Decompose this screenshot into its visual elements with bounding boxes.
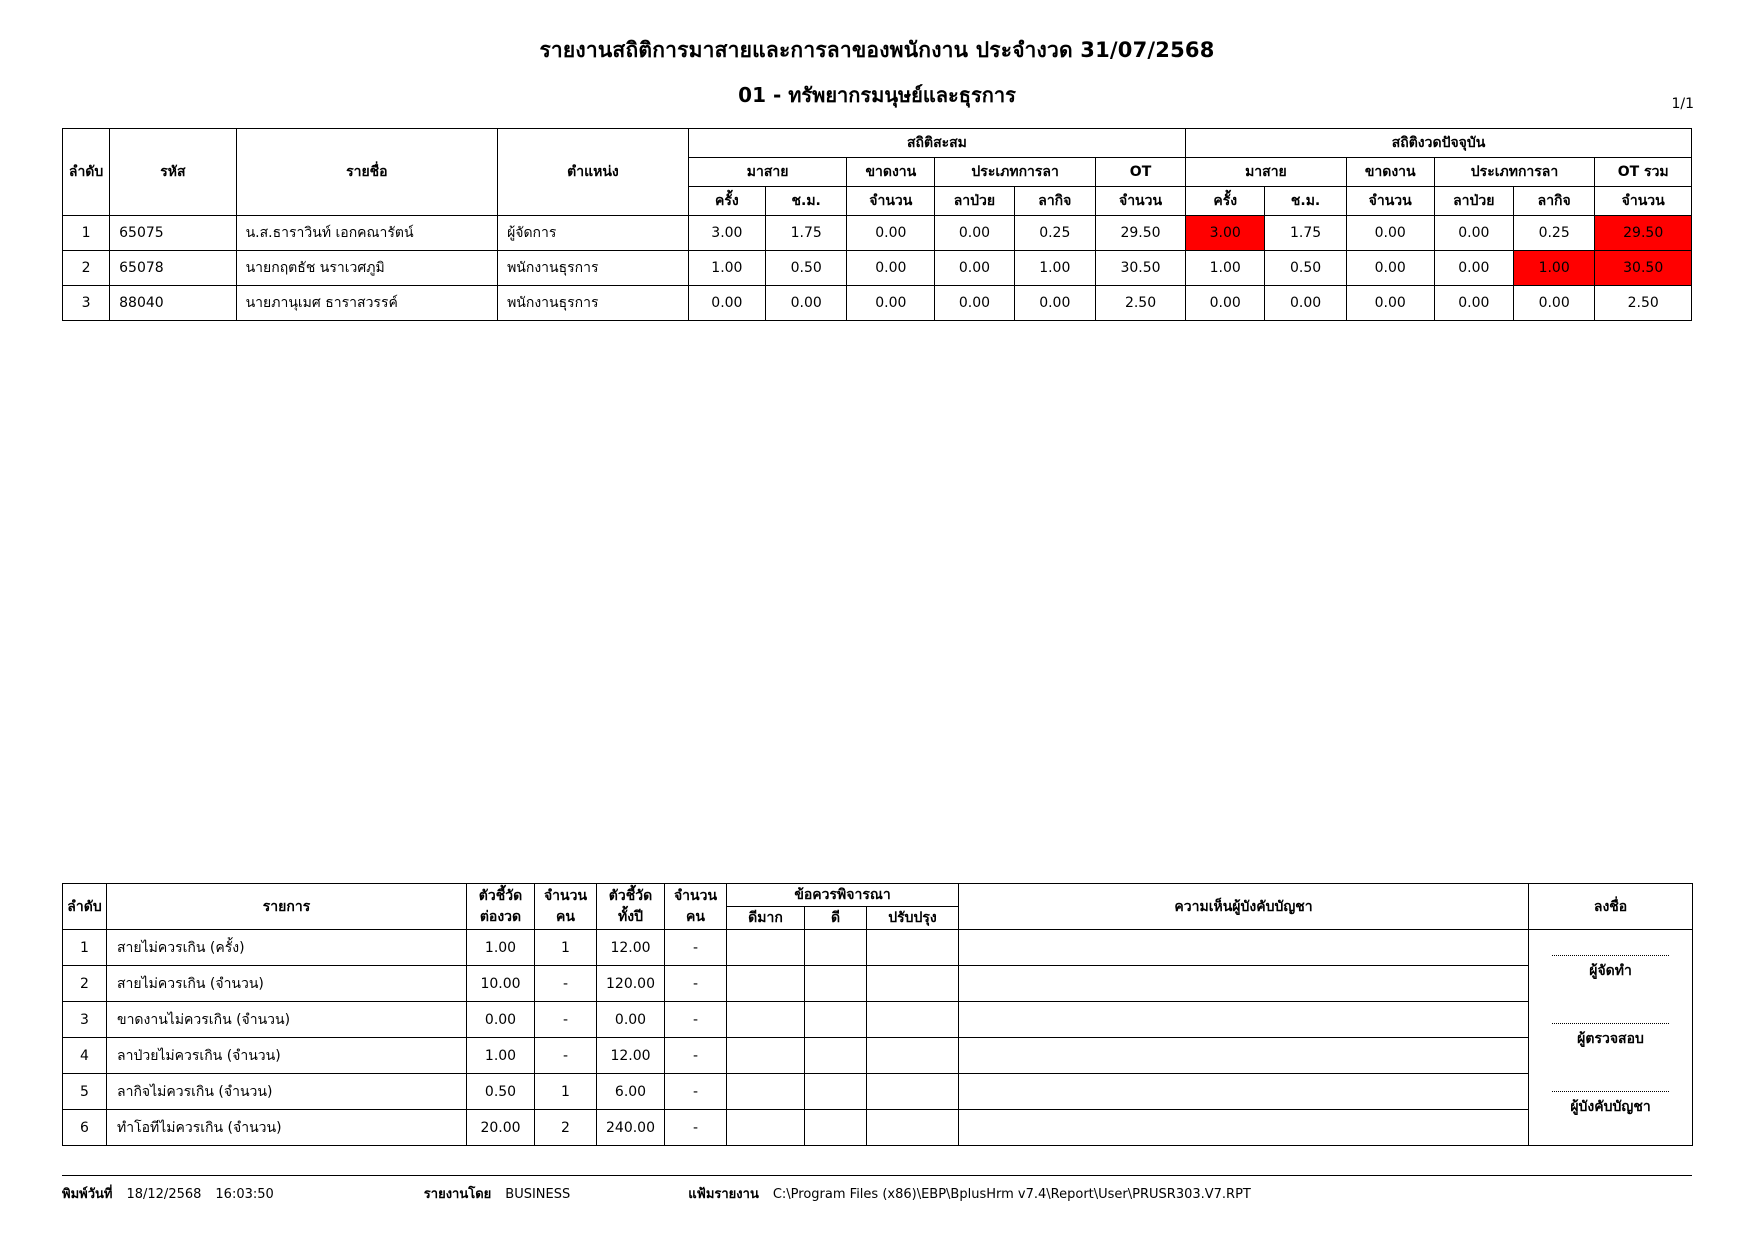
employee-table-body: [63, 216, 1692, 321]
cell-sum-item: ลาป่วยไม่ควรเกิน (จำนวน): [107, 1038, 467, 1074]
cell-kpi-year: 240.00: [597, 1110, 665, 1146]
table-header-row: [63, 129, 1692, 158]
th-kpi-period-l1: ตัวชี้วัด: [478, 888, 523, 905]
cell-acc-personal: 0.00: [1014, 286, 1095, 321]
reported-by-info: [424, 1183, 570, 1204]
cell-count2: -: [665, 1002, 727, 1038]
cell-count: -: [535, 1002, 597, 1038]
table-row: [63, 216, 1692, 251]
cell-kpi-period: 10.00: [467, 966, 535, 1002]
cell-kpi-year: 12.00: [597, 930, 665, 966]
cell-count2: -: [665, 1038, 727, 1074]
cell-good: [805, 930, 867, 966]
table-row: [63, 1074, 1693, 1110]
cell-sum-item: ลากิจไม่ควรเกิน (จำนวน): [107, 1074, 467, 1110]
cell-sum-item: ทำโอทีไม่ควรเกิน (จำนวน): [107, 1110, 467, 1146]
th-code: รหัส: [110, 129, 236, 216]
reported-by-label: รายงานโดย: [423, 1187, 492, 1202]
cell-cur-late-hours: 1.75: [1265, 216, 1346, 251]
cell-cur-ot: 2.50: [1595, 286, 1692, 321]
cell-cur-late-hours: 0.00: [1265, 286, 1346, 321]
th-group-current: สถิติงวดปัจจุบัน: [1186, 129, 1692, 158]
page-indicator: 1/1: [1671, 96, 1694, 112]
th-acc-ot-amount: จำนวน: [1096, 187, 1186, 216]
cell-cur-absent: 0.00: [1346, 251, 1434, 286]
th-kpi-year-l2: ทั้งปี: [618, 908, 643, 925]
print-date-value: 18/12/2568: [126, 1187, 202, 1202]
th-count2-l1: จำนวน: [673, 888, 718, 905]
cell-cur-personal: 0.00: [1513, 286, 1594, 321]
cell-acc-absent: 0.00: [847, 286, 935, 321]
th-cur-ot-amount: จำนวน: [1595, 187, 1692, 216]
th-cur-leavetype: ประเภทการลา: [1434, 158, 1595, 187]
cell-cur-sick: 0.00: [1434, 251, 1513, 286]
criteria-summary-table: [62, 883, 1693, 1146]
cell-cur-ot: 30.50: [1595, 251, 1692, 286]
cell-name: นายภานุเมศ ธาราสวรรค์: [236, 286, 497, 321]
cell-seq: 1: [63, 216, 110, 251]
print-info: [62, 1183, 274, 1204]
signature-label: ผู้บังคับบัญชา: [1570, 1099, 1651, 1116]
th-acc-absent: ขาดงาน: [847, 158, 935, 187]
cell-sum-item: สายไม่ควรเกิน (จำนวน): [107, 966, 467, 1002]
cell-count: 1: [535, 930, 597, 966]
report-file-info: [688, 1183, 1251, 1204]
table-row: [63, 286, 1692, 321]
cell-count: 1: [535, 1074, 597, 1110]
cell-supervisor-comment: [959, 1074, 1529, 1110]
cell-count: -: [535, 966, 597, 1002]
cell-improve: [867, 1038, 959, 1074]
cell-improve: [867, 1110, 959, 1146]
table-row: [63, 966, 1693, 1002]
th-kpi-period: [467, 884, 535, 930]
cell-acc-ot: 2.50: [1096, 286, 1186, 321]
cell-improve: [867, 930, 959, 966]
cell-cur-ot: 29.50: [1595, 216, 1692, 251]
cell-very-good: [727, 930, 805, 966]
cell-acc-absent: 0.00: [847, 216, 935, 251]
cell-good: [805, 1002, 867, 1038]
th-position: ตำแหน่ง: [498, 129, 689, 216]
cell-cur-late-hours: 0.50: [1265, 251, 1346, 286]
th-sum-seq: ลำดับ: [63, 884, 107, 930]
cell-very-good: [727, 1074, 805, 1110]
cell-very-good: [727, 1110, 805, 1146]
cell-sum-item: สายไม่ควรเกิน (ครั้ง): [107, 930, 467, 966]
cell-supervisor-comment: [959, 1002, 1529, 1038]
th-acc-late-hours: ช.ม.: [765, 187, 846, 216]
cell-cur-late-times: 0.00: [1186, 286, 1265, 321]
cell-supervisor-comment: [959, 966, 1529, 1002]
th-group-accumulated: สถิติสะสม: [688, 129, 1185, 158]
cell-good: [805, 966, 867, 1002]
cell-count2: -: [665, 1074, 727, 1110]
th-cur-absent: ขาดงาน: [1346, 158, 1434, 187]
cell-acc-absent: 0.00: [847, 251, 935, 286]
cell-kpi-period: 0.50: [467, 1074, 535, 1110]
th-count2-l2: คน: [686, 908, 705, 925]
signature-row: [1529, 1091, 1692, 1118]
cell-count2: -: [665, 966, 727, 1002]
th-cur-late-hours: ช.ม.: [1265, 187, 1346, 216]
cell-acc-late-hours: 0.00: [765, 286, 846, 321]
cell-sum-seq: 5: [63, 1074, 107, 1110]
cell-cur-personal: 0.25: [1513, 216, 1594, 251]
cell-sum-seq: 1: [63, 930, 107, 966]
th-cur-sick: ลาป่วย: [1434, 187, 1513, 216]
cell-count2: -: [665, 1110, 727, 1146]
signature-row: [1529, 1023, 1692, 1050]
th-acc-absent-amount: จำนวน: [847, 187, 935, 216]
cell-sum-seq: 4: [63, 1038, 107, 1074]
table-row: [63, 1002, 1693, 1038]
cell-kpi-period: 1.00: [467, 930, 535, 966]
cell-count: -: [535, 1038, 597, 1074]
summary-header-row: [63, 884, 1693, 907]
th-kpi-year-l1: ตัวชี้วัด: [608, 888, 653, 905]
cell-cur-late-times: 3.00: [1186, 216, 1265, 251]
th-seq: ลำดับ: [63, 129, 110, 216]
th-signature: ลงชื่อ: [1529, 884, 1693, 930]
cell-acc-late-times: 3.00: [688, 216, 765, 251]
cell-improve: [867, 966, 959, 1002]
th-kpi-period-l2: ต่องวด: [479, 908, 522, 925]
cell-position: พนักงานธุรการ: [498, 251, 689, 286]
th-good: ดี: [805, 907, 867, 930]
cell-acc-late-hours: 0.50: [765, 251, 846, 286]
cell-cur-sick: 0.00: [1434, 216, 1513, 251]
cell-acc-late-times: 1.00: [688, 251, 765, 286]
th-cur-late-times: ครั้ง: [1186, 187, 1265, 216]
report-subtitle: 01 - ทรัพยากรมนุษย์และธุรการ: [738, 83, 1016, 107]
cell-acc-ot: 30.50: [1096, 251, 1186, 286]
cell-kpi-period: 20.00: [467, 1110, 535, 1146]
signature-line: [1552, 1091, 1669, 1092]
cell-position: พนักงานธุรการ: [498, 286, 689, 321]
table-row: [63, 1038, 1693, 1074]
cell-improve: [867, 1074, 959, 1110]
cell-cur-personal: 1.00: [1513, 251, 1594, 286]
cell-supervisor-comment: [959, 1110, 1529, 1146]
cell-kpi-year: 12.00: [597, 1038, 665, 1074]
cell-acc-late-times: 0.00: [688, 286, 765, 321]
th-name: รายชื่อ: [236, 129, 497, 216]
cell-code: 65075: [110, 216, 236, 251]
cell-good: [805, 1038, 867, 1074]
th-consider: ข้อควรพิจารณา: [727, 884, 959, 907]
th-cur-late: มาสาย: [1186, 158, 1347, 187]
cell-acc-sick: 0.00: [935, 286, 1014, 321]
cell-very-good: [727, 1038, 805, 1074]
table-row: [63, 251, 1692, 286]
th-acc-sick: ลาป่วย: [935, 187, 1014, 216]
cell-supervisor-comment: [959, 930, 1529, 966]
employee-statistics-table: [62, 128, 1692, 321]
cell-count2: -: [665, 930, 727, 966]
th-kpi-year: [597, 884, 665, 930]
cell-improve: [867, 1002, 959, 1038]
cell-seq: 3: [63, 286, 110, 321]
cell-code: 88040: [110, 286, 236, 321]
cell-cur-late-times: 1.00: [1186, 251, 1265, 286]
report-header: [0, 0, 1754, 111]
cell-sum-seq: 2: [63, 966, 107, 1002]
cell-seq: 2: [63, 251, 110, 286]
th-cur-absent-amount: จำนวน: [1346, 187, 1434, 216]
cell-kpi-period: 0.00: [467, 1002, 535, 1038]
cell-acc-sick: 0.00: [935, 216, 1014, 251]
signature-row: [1529, 955, 1692, 982]
cell-good: [805, 1074, 867, 1110]
th-improve: ปรับปรุง: [867, 907, 959, 930]
th-acc-personal: ลากิจ: [1014, 187, 1095, 216]
cell-sum-item: ขาดงานไม่ควรเกิน (จำนวน): [107, 1002, 467, 1038]
signature-block: [1529, 930, 1693, 1146]
th-cur-personal: ลากิจ: [1513, 187, 1594, 216]
cell-kpi-year: 120.00: [597, 966, 665, 1002]
cell-acc-sick: 0.00: [935, 251, 1014, 286]
cell-supervisor-comment: [959, 1038, 1529, 1074]
signature-line: [1552, 955, 1669, 956]
table-row: [63, 1110, 1693, 1146]
cell-kpi-year: 6.00: [597, 1074, 665, 1110]
report-footer: [62, 1183, 1692, 1204]
cell-very-good: [727, 966, 805, 1002]
cell-name: นายกฤตธัช นราเวศภูมิ: [236, 251, 497, 286]
cell-very-good: [727, 1002, 805, 1038]
cell-code: 65078: [110, 251, 236, 286]
th-cur-ot-total: OT รวม: [1595, 158, 1692, 187]
cell-acc-personal: 0.25: [1014, 216, 1095, 251]
cell-acc-personal: 1.00: [1014, 251, 1095, 286]
th-acc-late-times: ครั้ง: [688, 187, 765, 216]
cell-sum-seq: 3: [63, 1002, 107, 1038]
signature-line: [1552, 1023, 1669, 1024]
cell-kpi-period: 1.00: [467, 1038, 535, 1074]
th-acc-ot: OT: [1096, 158, 1186, 187]
th-count-l1: จำนวน: [543, 888, 588, 905]
cell-kpi-year: 0.00: [597, 1002, 665, 1038]
cell-cur-sick: 0.00: [1434, 286, 1513, 321]
summary-table-body: [63, 930, 1693, 1146]
footer-divider: [62, 1175, 1692, 1176]
cell-name: น.ส.ธาราวินท์ เอกคณารัตน์: [236, 216, 497, 251]
table-row: [63, 930, 1693, 966]
reported-by-value: BUSINESS: [505, 1187, 571, 1202]
th-count: [535, 884, 597, 930]
cell-sum-seq: 6: [63, 1110, 107, 1146]
cell-cur-absent: 0.00: [1346, 216, 1434, 251]
cell-cur-absent: 0.00: [1346, 286, 1434, 321]
th-supervisor-comment: ความเห็นผู้บังคับบัญชา: [959, 884, 1529, 930]
cell-acc-ot: 29.50: [1096, 216, 1186, 251]
cell-count: 2: [535, 1110, 597, 1146]
th-count2: [665, 884, 727, 930]
signature-label: ผู้จัดทำ: [1589, 962, 1632, 979]
print-date-label: พิมพ์วันที่: [62, 1187, 113, 1202]
cell-good: [805, 1110, 867, 1146]
report-title: รายงานสถิติการมาสายและการลาของพนักงาน ประจำงวด 31/07/2568: [539, 38, 1215, 62]
signature-label: ผู้ตรวจสอบ: [1577, 1030, 1644, 1047]
th-very-good: ดีมาก: [727, 907, 805, 930]
report-file-path: C:\Program Files (x86)\EBP\BplusHrm v7.4\Report\User\PRUSR303.V7.RPT: [772, 1187, 1251, 1202]
th-acc-leavetype: ประเภทการลา: [935, 158, 1096, 187]
th-sum-item: รายการ: [107, 884, 467, 930]
th-acc-late: มาสาย: [688, 158, 847, 187]
cell-position: ผู้จัดการ: [498, 216, 689, 251]
cell-acc-late-hours: 1.75: [765, 216, 846, 251]
th-count-l2: คน: [556, 908, 575, 925]
print-time-value: 16:03:50: [215, 1187, 274, 1202]
report-file-label: แฟ้มรายงาน: [688, 1187, 759, 1202]
